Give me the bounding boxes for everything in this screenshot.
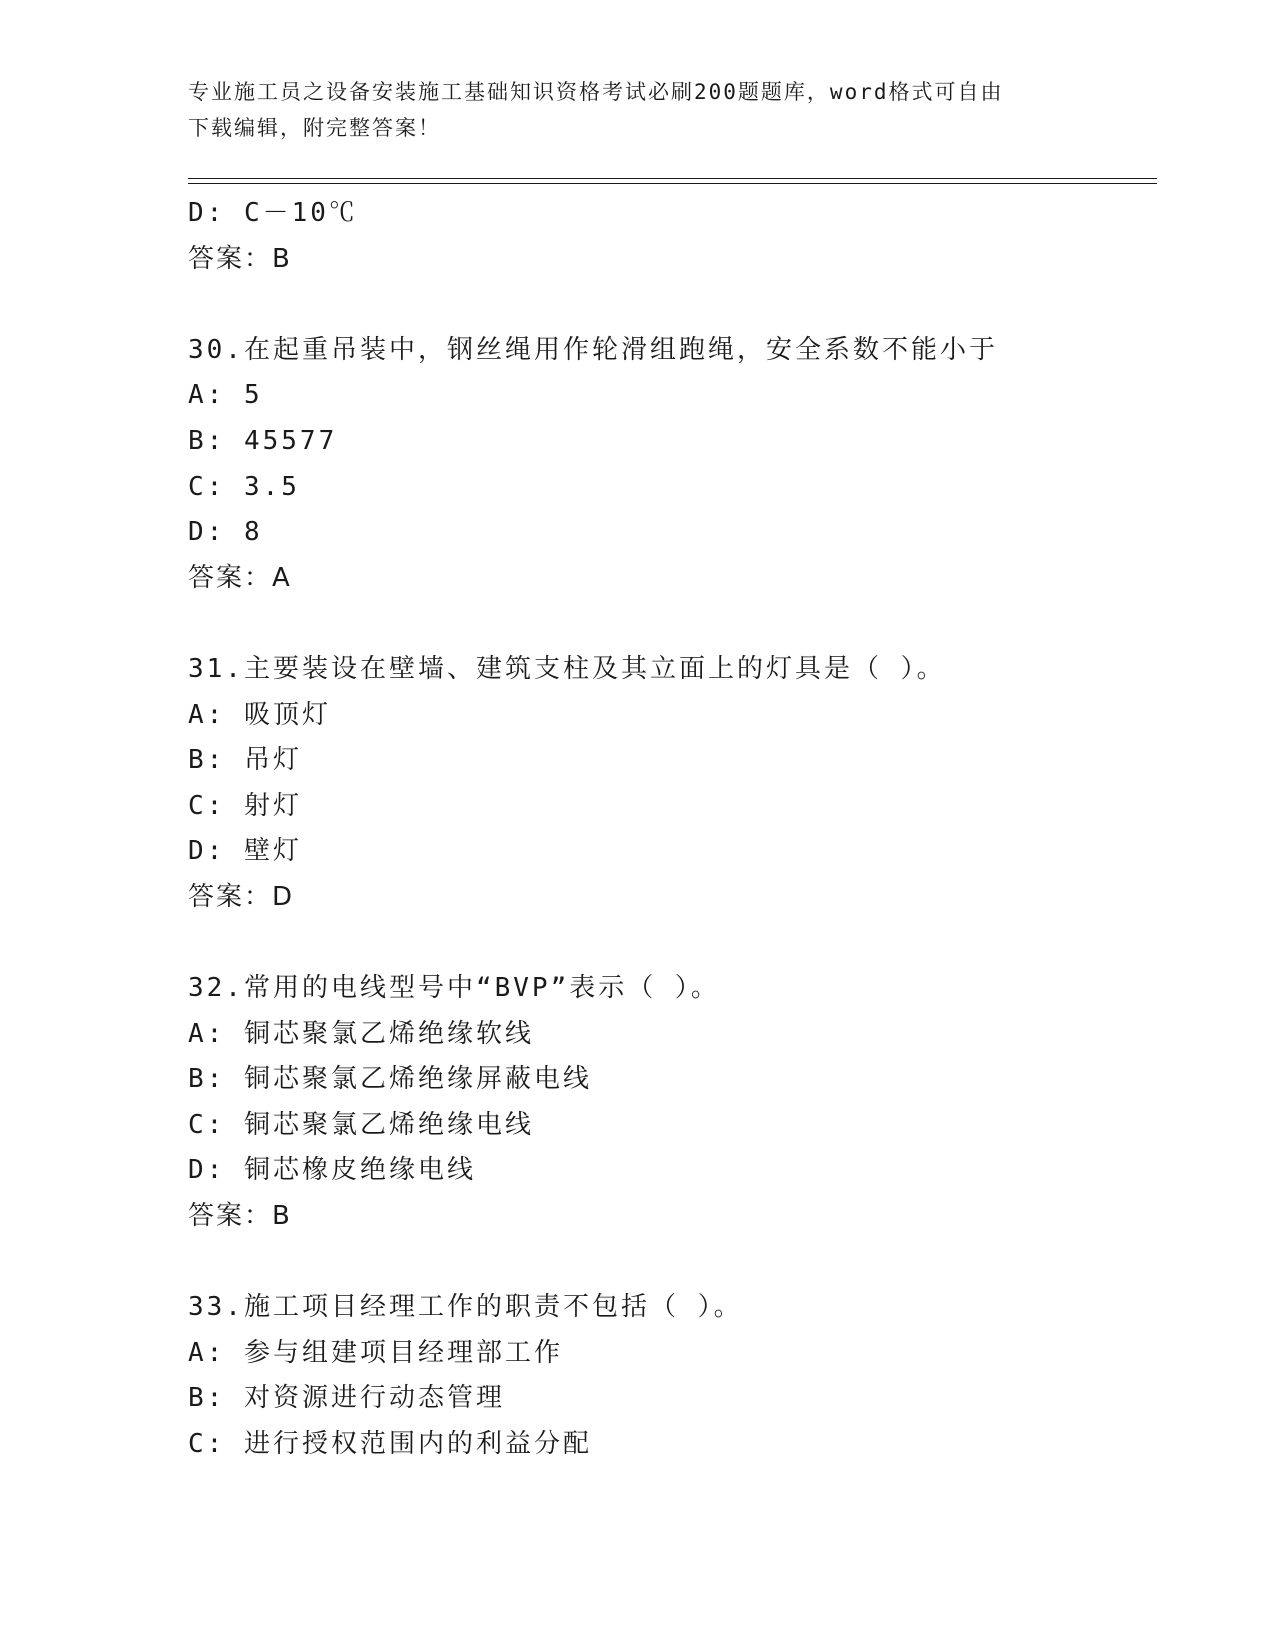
question-stem: 30.在起重吊装中，钢丝绳用作轮滑组跑绳，安全系数不能小于 <box>188 334 998 365</box>
option-b: B: 对资源进行动态管理 <box>188 1383 505 1414</box>
option-c: C: 3.5 <box>188 471 300 502</box>
spacer <box>188 601 1148 647</box>
option-b: B: 吊灯 <box>188 745 302 776</box>
header-divider-bottom <box>188 183 1157 184</box>
answer-line: 答案：B <box>188 243 292 274</box>
option-d: D: 壁灯 <box>188 836 302 867</box>
answer-line: 答案：A <box>188 562 292 593</box>
header-title-line-2: 下载编辑，附完整答案！ <box>188 116 441 140</box>
question-stem: 32.常用的电线型号中“BVP”表示（ ）。 <box>188 973 720 1004</box>
answer-line: 答案：D <box>188 881 295 912</box>
spacer <box>188 282 1148 328</box>
document-header <box>188 74 1088 146</box>
option-d: D: 8 <box>188 517 263 548</box>
option-a: A: 5 <box>188 380 263 411</box>
question-list <box>188 191 1148 1468</box>
question-stem: 33.施工项目经理工作的职责不包括（ ）。 <box>188 1292 743 1323</box>
option-c: C: 铜芯聚氯乙烯绝缘电线 <box>188 1109 534 1140</box>
question-33 <box>188 1285 1148 1467</box>
header-divider-top <box>188 178 1157 179</box>
question-stem: 31.主要装设在壁墙、建筑支柱及其立面上的灯具是（ ）。 <box>188 653 946 684</box>
option-b: B: 铜芯聚氯乙烯绝缘屏蔽电线 <box>188 1064 592 1095</box>
question-31 <box>188 647 1148 921</box>
spacer <box>188 921 1148 967</box>
answer-line: 答案：B <box>188 1201 292 1232</box>
option-a: A: 吸顶灯 <box>188 699 331 730</box>
question-30 <box>188 328 1148 602</box>
question-29-tail <box>188 191 1148 282</box>
option-d: D: 铜芯橡皮绝缘电线 <box>188 1155 476 1186</box>
option-d: D: C－10℃ <box>188 198 358 228</box>
question-32 <box>188 966 1148 1240</box>
option-c: C: 射灯 <box>188 790 302 821</box>
option-c: C: 进行授权范围内的利益分配 <box>188 1429 592 1460</box>
header-title-line-1: 专业施工员之设备安装施工基础知识资格考试必刷200题题库，word格式可自由 <box>188 80 1004 104</box>
option-b: B: 45577 <box>188 425 338 456</box>
spacer <box>188 1240 1148 1286</box>
option-a: A: 铜芯聚氯乙烯绝缘软线 <box>188 1018 534 1049</box>
option-a: A: 参与组建项目经理部工作 <box>188 1337 563 1368</box>
